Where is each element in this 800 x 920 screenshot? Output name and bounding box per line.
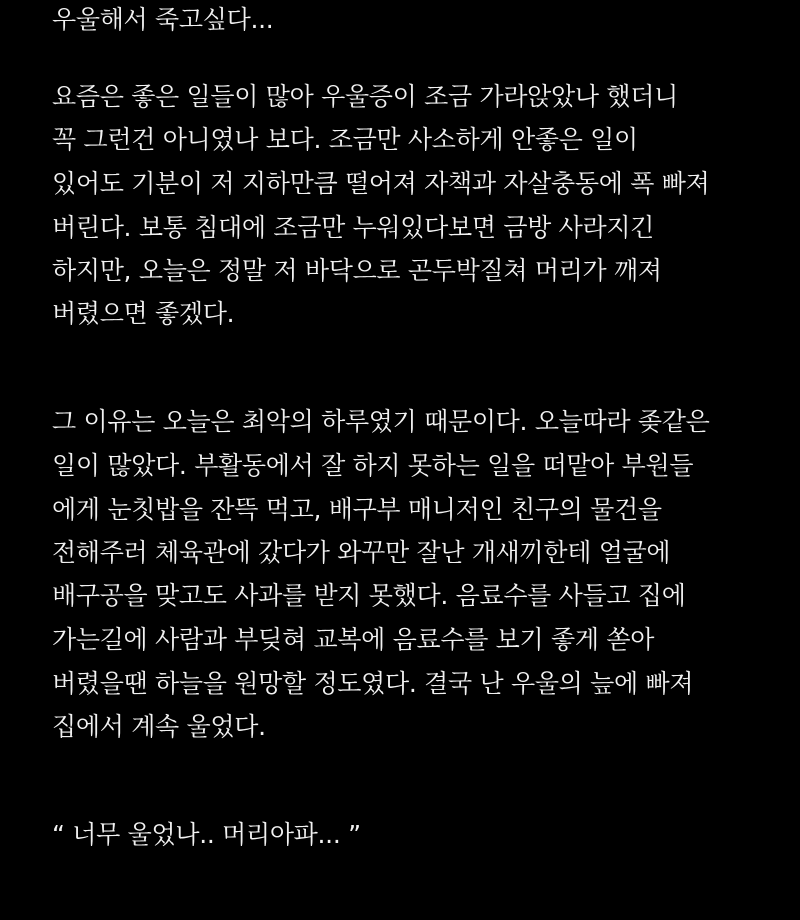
paragraph-1-line-4: 버린다. 보통 침대에 조금만 누워있다보면 금방 사라지긴 [52,213,655,242]
paragraph-2-line-3: 에게 눈칫밥을 잔뜩 먹고, 배구부 매니저인 친구의 물건을 [52,495,662,524]
paragraph-1-line-2: 꼭 그런건 아니였나 보다. 조금만 사소하게 안좋은 일이 [52,125,638,154]
paragraph-2-line-1: 그 이유는 오늘은 최악의 하루였기 때문이다. 오늘따라 좆같은 [52,407,710,436]
paragraph-1-line-1: 요즘은 좋은 일들이 많아 우울증이 조금 가라앉았나 했더니 [52,82,678,111]
paragraph-1-line-6: 버렸으면 좋겠다. [52,299,235,328]
paragraph-2-line-5: 배구공을 맞고도 사과를 받지 못했다. 음료수를 사들고 집에 [52,581,686,610]
paragraph-1-line-3: 있어도 기분이 저 지하만큼 떨어져 자책과 자살충동에 폭 빠져 [52,169,710,198]
quote-line: “ 너무 울었나.. 머리아파... ” [52,820,361,849]
paragraph-2-line-8: 집에서 계속 울었다. [52,712,266,741]
paragraph-2-line-2: 일이 많았다. 부활동에서 잘 하지 못하는 일을 떠맡아 부원들 [52,451,694,480]
title-line: 우울해서 죽고싶다... [52,5,274,34]
paragraph-2-line-4: 전해주러 체육관에 갔다가 와꾸만 잘난 개새끼한테 얼굴에 [52,538,671,567]
paragraph-1-line-5: 하지만, 오늘은 정말 저 바닥으로 곤두박질쳐 머리가 깨져 [52,256,662,285]
paragraph-2-line-7: 버렸을땐 하늘을 원망할 정도였다. 결국 난 우울의 늪에 빠져 [52,669,694,698]
paragraph-2-line-6: 가는길에 사람과 부딪혀 교복에 음료수를 보기 좋게 쏟아 [52,625,655,654]
